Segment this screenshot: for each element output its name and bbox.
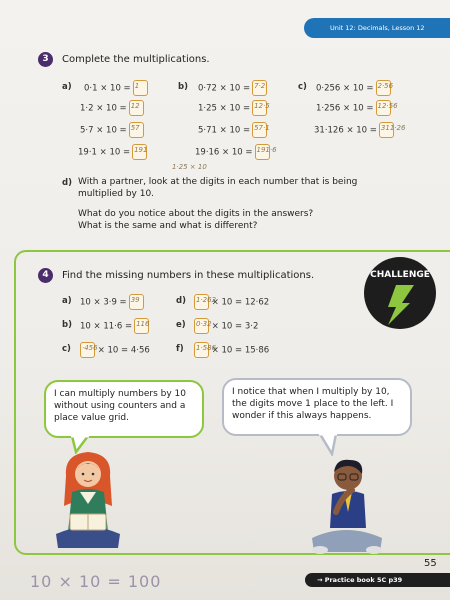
question-4-number: 4 [38, 268, 53, 283]
q3-a-label: a) [62, 82, 72, 92]
q4-f-label: f) [176, 344, 184, 354]
q4-a-label: a) [62, 296, 72, 306]
answer-box[interactable]: 0·32 [194, 318, 209, 334]
question-4-title: Find the missing numbers in these multiplications. [62, 270, 315, 281]
answer-box[interactable]: ·456 [80, 342, 95, 358]
q3-a-4: 19·1 × 10 = 191 [78, 144, 147, 160]
q3-c-1: 0·256 × 10 = 2·56 [316, 80, 391, 96]
q3-b-3: 5·71 × 10 = 57·1 [198, 122, 267, 138]
q3-d-text: With a partner, look at the digits in each number that is being multiplied by 10. [78, 177, 358, 199]
answer-box[interactable]: 116 [134, 318, 149, 334]
q3-b-2: 1·25 × 10 = 12·5 [198, 100, 267, 116]
q4-f: 1·586 × 10 = 15·86 [192, 342, 269, 358]
answer-box[interactable]: 1·262 [194, 294, 209, 310]
challenge-label: CHALLENGE [370, 270, 430, 280]
q4-b: 10 × 11·6 = 116 [80, 318, 149, 334]
answer-box[interactable]: 57·1 [252, 122, 267, 138]
q3-d-question-2: What is the same and what is different? [78, 221, 258, 231]
q4-d: 1·262 × 10 = 12·62 [192, 294, 269, 310]
answer-box[interactable]: 1·586 [194, 342, 209, 358]
answer-box[interactable]: 191 [132, 144, 147, 160]
practice-book-link[interactable]: → Practice book 5C p39 [305, 573, 450, 587]
q3-b-4: 19·16 × 10 = 191·6 [195, 144, 270, 160]
handwritten-equation: 10 × 10 = 100 [30, 572, 162, 591]
question-3-number: 3 [38, 52, 53, 67]
answer-box[interactable]: 2·56 [376, 80, 391, 96]
girl-reading-illustration [48, 446, 128, 552]
answer-box[interactable]: 12 [129, 100, 144, 116]
answer-box[interactable]: 191·6 [255, 144, 270, 160]
q3-b-1: 0·72 × 10 = 7·2 [198, 80, 267, 96]
q4-b-label: b) [62, 320, 72, 330]
q3-d-label: d) [62, 178, 72, 188]
q3-c-3: 31·126 × 10 = 311·26 [314, 122, 394, 138]
q3-b-label: b) [178, 82, 188, 92]
q3-c-label: c) [298, 82, 307, 92]
q3-a-3: 5·7 × 10 = 57 [80, 122, 144, 138]
page-number: 55 [424, 558, 437, 569]
answer-box[interactable]: 7·2 [252, 80, 267, 96]
q3-a-2: 1·2 × 10 = 12 [80, 100, 144, 116]
q3-a-1: 0·1 × 10 = 1 [84, 80, 148, 96]
unit-banner: Unit 12: Decimals, Lesson 12 [304, 18, 450, 38]
q4-e-label: e) [176, 320, 186, 330]
q3-c-2: 1·256 × 10 = 12·56 [316, 100, 391, 116]
answer-box[interactable]: 311·26 [379, 122, 394, 138]
q4-c-label: c) [62, 344, 71, 354]
q3-d-question-1: What do you notice about the digits in the answers? [78, 209, 314, 219]
answer-box[interactable]: 12·56 [376, 100, 391, 116]
answer-box[interactable]: 12·5 [252, 100, 267, 116]
answer-box[interactable]: 1 [133, 80, 148, 96]
answer-box[interactable]: 57 [129, 122, 144, 138]
q4-c: ·456 × 10 = 4·56 [78, 342, 150, 358]
speech-bubble-right: I notice that when I multiply by 10, the digits move 1 place to the left. I wonder if this always happens. [222, 378, 412, 436]
q4-a: 10 × 3·9 = 39 [80, 294, 144, 310]
speech-bubble-left: I can multiply numbers by 10 without using counters and a place value grid. [44, 380, 204, 438]
q4-d-label: d) [176, 296, 186, 306]
question-3-title: Complete the multiplications. [62, 54, 210, 65]
pencil-scribble: 1·25 × 10 [172, 163, 207, 171]
q4-e: 0·32 × 10 = 3·2 [192, 318, 258, 334]
challenge-badge-icon [362, 255, 438, 331]
boy-thinking-illustration [306, 452, 386, 556]
answer-box[interactable]: 39 [129, 294, 144, 310]
